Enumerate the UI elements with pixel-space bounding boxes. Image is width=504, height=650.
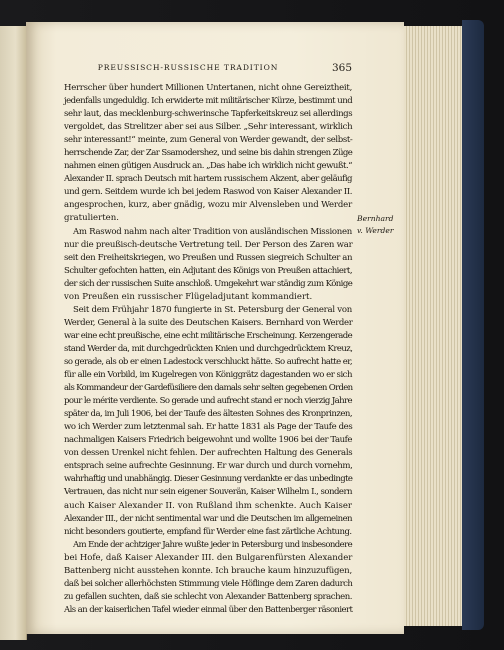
text-line: von Preußen ein russischer Flügeladjutant kommandiert. (64, 291, 313, 302)
running-head: PREUSSISCH-RUSSISCHE TRADITION (97, 63, 279, 72)
text-line: bei Hofe, daß Kaiser Alexander III. den Bulgarenfürsten Alexander (64, 552, 353, 563)
text-line: nur die preußisch-deutsche Vertretung teil. Der Person des Zaren war (64, 239, 353, 250)
text-line: herrschende Zar, der Zar Ssamodershez, und seine bis dahin strengen Züge (64, 148, 353, 159)
text-line: vergoldet, das Strelitzer aber sei aus Silber. „Sehr interessant, wirklich (64, 122, 353, 133)
text-line: Seit dem Frühjahr 1870 fungierte in St. Petersburg der General von (73, 304, 352, 315)
body-text (64, 82, 352, 617)
text-line: zu gefallen suchten, daß sie schlecht von Alexander Battenberg sprachen. (64, 591, 352, 602)
margin-note-line: Bernhard (357, 214, 394, 223)
text-line: war eine echt preußische, eine echt militärische Erscheinung. Kerzengerade (64, 330, 353, 341)
text-line: nahmen einen gütigen Ausdruck an. „Das habe ich wirklich nicht gewußt.“ (64, 161, 352, 172)
text-line: sehr interessant!“ meinte, zum General von Werder gewandt, der selbst- (64, 135, 353, 146)
text-line: der sich der russischen Suite anschloß. Umgekehrt war ständig zum Könige (64, 278, 353, 289)
text-line: stand Werder da, mit durchgedrückten Knien und durchgedrücktem Kreuz, (64, 343, 353, 354)
text-line: Werder, General à la suite des Deutschen Kaisers. Bernhard von Werder (64, 317, 353, 328)
text-line: Als an der kaiserlichen Tafel wieder einmal über den Battenberger räsoniert (64, 604, 353, 615)
text-line: nachmaligen Kaisers Friedrich beigewohnt und wollte 1906 bei der Taufe (64, 435, 352, 446)
page-header (64, 63, 352, 77)
book-cover-edge (462, 20, 484, 630)
text-line: später da, im Juli 1906, bei der Taufe des ältesten Sohnes des Kronprinzen, (64, 409, 352, 420)
page-block-edges (404, 26, 465, 626)
text-line: Schulter gefochten hatten, ein Adjutant des Königs von Preußen attachiert, (64, 265, 352, 276)
text-line: seit den Freiheitskriegen, wo Preußen und Russen siegreich Schulter an (64, 252, 353, 263)
text-line: jedenfalls ungeduldig. Ich erwiderte mit militärischer Kürze, bestimmt und (64, 96, 353, 107)
text-line: auch Kaiser Alexander II. von Rußland ihm schenkte. Auch Kaiser (64, 500, 352, 511)
text-line: für alle ein Vorbild, im Kugelregen von Königgrätz dagestanden wo er sich (64, 370, 352, 381)
text-line: Battenberg nicht ausstehen konnte. Ich brauche kaum hinzuzufügen, (64, 565, 352, 576)
margin-note (357, 213, 401, 237)
text-line: Am Ende der achtziger Jahre wußte jeder in Petersburg und insbesondere (73, 539, 353, 550)
text-line: so gerade, als ob er einen Ladestock verschluckt hätte. So aufrecht hatte er, (64, 356, 352, 367)
text-line: sehr laut, das mecklenburg-schwerinsche Tapferkeitskreuz sei allerdings (64, 109, 353, 120)
text-line: Herrscher über hundert Millionen Untertanen, nicht ohne Gereiztheit, (64, 83, 353, 93)
text-line: daß bei solcher allerhöchsten Stimmung viele Höflinge dem Zaren dadurch (64, 578, 353, 589)
text-line: pour le mérite verdiente. So gerade und aufrecht stand er noch vierzig Jahre (64, 396, 352, 407)
text-line: und gern. Seitdem wurde ich bei jedem Raswod von Kaiser Alexander II. (64, 187, 352, 198)
text-line: Vertrauen, das nicht nur sein eigener Souverän, Kaiser Wilhelm I., sondern (64, 487, 352, 498)
left-page-edge (0, 26, 27, 640)
text-line: Alexander II. sprach Deutsch mit hartem russischem Akzent, aber geläufig (64, 174, 352, 185)
text-line: Am Raswod nahm nach alter Tradition von ausländischen Missionen (73, 226, 352, 237)
text-line: wahrhaftig und unabhängig. Dieser Gesinnung verdankte er das unbedingte (64, 474, 353, 485)
text-line: nicht besonders goutierte, empfand für Werder eine fast zärtliche Achtung. (64, 526, 352, 537)
text-line: angesprochen, kurz, aber gnädig, wozu mir Alvensleben und Werder (64, 200, 352, 211)
margin-note-line: v. Werder (357, 226, 394, 235)
page-number: 365 (331, 62, 352, 74)
text-line: entsprach seine aufrechte Gesinnung. Er war durch und durch vornehm, (64, 461, 353, 472)
text-line: Alexander III., der nicht sentimental war und die Deutschen im allgemeinen (64, 513, 352, 524)
text-line: wo ich Werder zum letztenmal sah. Er hatte 1831 als Page der Taufe des (64, 422, 353, 433)
text-line: als Kommandeur der Gardefüsiliere den damals sehr selten gegebenen Orden (64, 383, 353, 394)
text-line: gratulierten. (64, 213, 119, 224)
text-line: von dessen Urenkel nicht fehlen. Der aufrechten Haltung des Generals (64, 448, 353, 459)
